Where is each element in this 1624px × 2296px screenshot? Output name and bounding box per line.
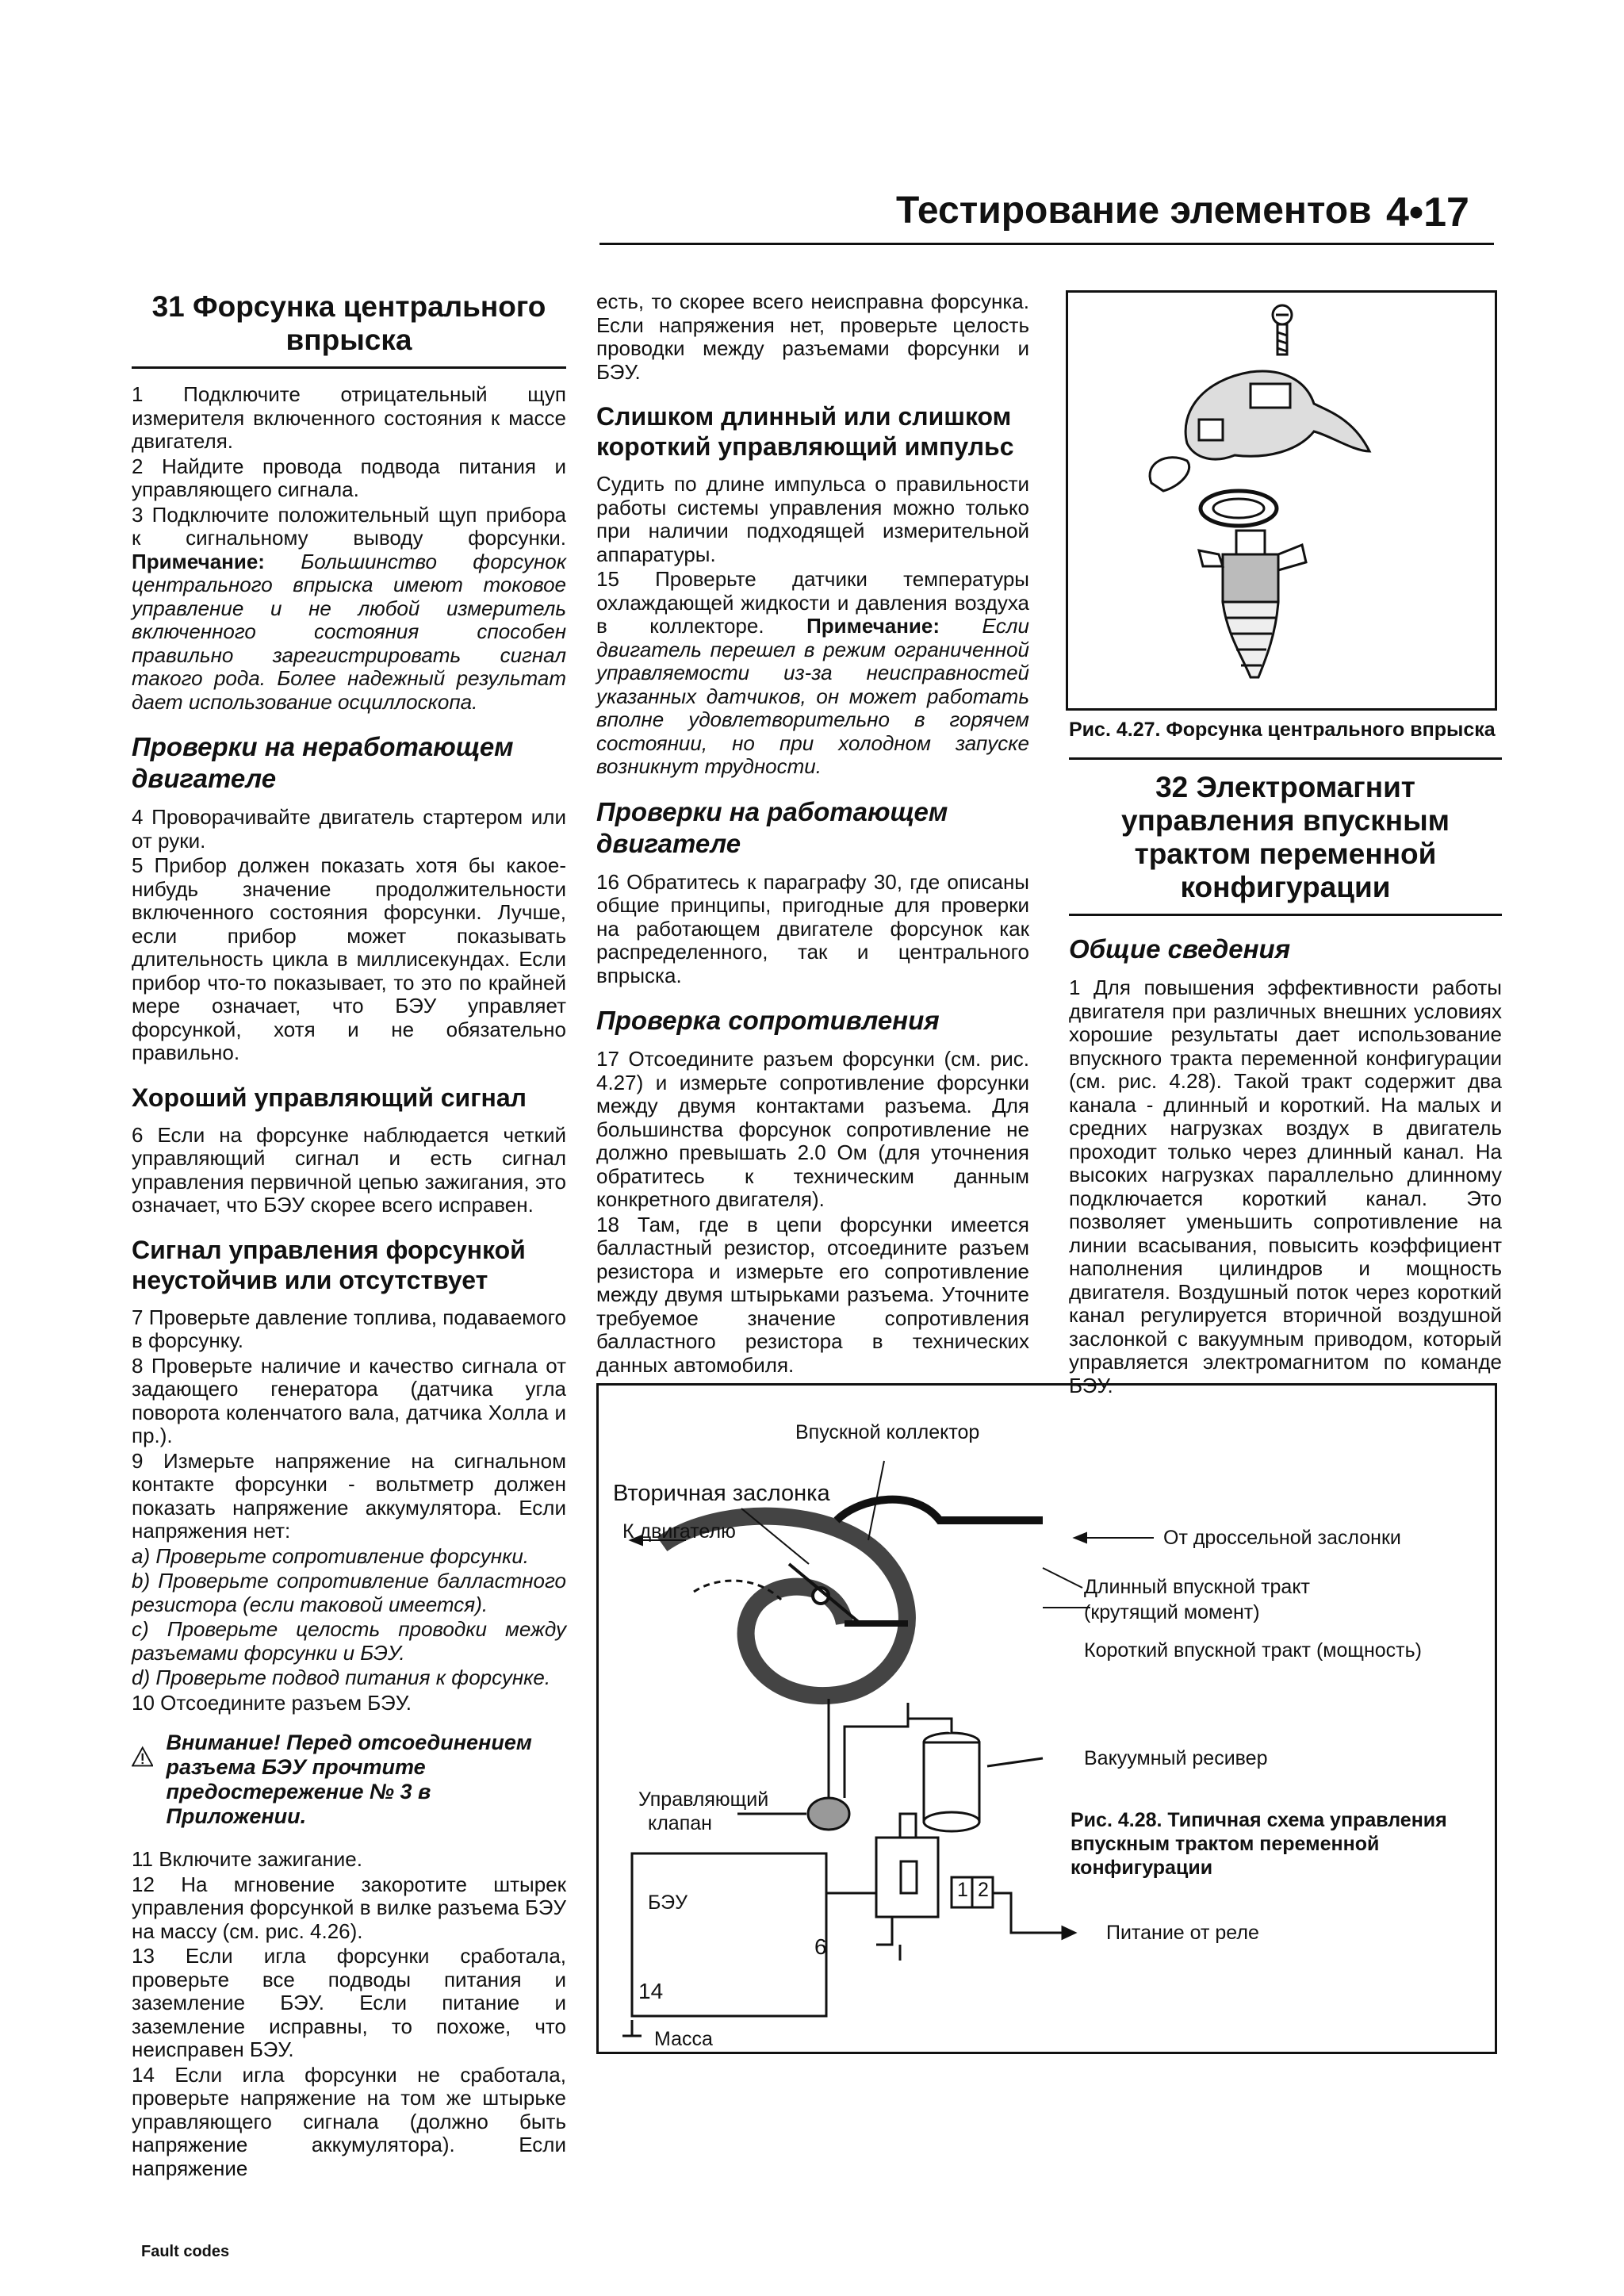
vacuum-receiver-shape [924, 1733, 1043, 1831]
label-pin-6: 6 [814, 1934, 827, 1959]
subheading-idle-engine: Проверки на неработающем двигателе [132, 732, 514, 793]
subheading-resistance: Проверка сопротивления [596, 1006, 940, 1035]
label-from-throttle: От дроссельной заслонки [1163, 1527, 1401, 1549]
subheading-good-signal: Хороший управляющий сигнал [132, 1083, 527, 1112]
list-item-a: a) Проверьте сопротивление форсунки. [132, 1543, 530, 1568]
paragraph-7: 7 Проверьте давление топлива, подаваемого в форсунку. [132, 1305, 566, 1352]
continued-paragraph: есть, то скорее всего неисправна форсунка. Если напряжения нет, проверьте целость проводки между разъемами форсунки и БЭУ. [596, 289, 1029, 384]
note-text: Большинство форсунок центрального впрыска имеют токовое управление и не любой измеритель включенного состояния способен правильно зарегистрировать сигнал такого рода. Более надежный результат дает использование осциллоскопа. [132, 549, 566, 714]
figure-4-27-box [1066, 290, 1497, 711]
label-control-valve: Управляющий [638, 1788, 769, 1811]
label-secondary-flap: Вторичная заслонка [613, 1481, 830, 1506]
ecu-box-shape [622, 1853, 876, 2036]
label-pin-1: 1 [957, 1879, 968, 1901]
paragraph-1: 1 Подключите отрицательный щуп измерителя включенного состояния к массе двигателя. [132, 382, 566, 453]
control-valve-shape [737, 1699, 952, 1961]
section-rule [1069, 914, 1502, 916]
paragraph-15 [596, 568, 1029, 779]
running-header-title: Тестирование элементов [896, 190, 1372, 232]
paragraph-9: 9 Измерьте напряжение на сигнальном контакте форсунки - вольтметр должен показать напряжение аккумулятора. Если напряжения нет: [132, 1448, 566, 1543]
label-relay-power: Питание от реле [1106, 1922, 1259, 1944]
paragraph-12: 12 На мгновение закоротите штырек управления форсункой в вилке разъема БЭУ на массу (см. рис. 4.26). [132, 1872, 566, 1943]
column-3 [1069, 771, 1502, 1399]
figure-4-28-caption: Рис. 4.28. Типичная схема управления впускным трактом переменной конфигурации [1071, 1809, 1447, 1879]
label-long-tract-torque: (крутящий момент) [1084, 1601, 1260, 1623]
section-32-heading: 32 Электромагнит управления впускным трактом переменной конфигурации [1120, 771, 1450, 903]
label-short-tract: Короткий впускной тракт (мощность) [1084, 1639, 1422, 1662]
column-2 [596, 290, 1029, 1378]
paragraph-2: 2 Найдите провода подвода питания и управляющего сигнала. [132, 454, 566, 501]
label-pin-14: 14 [638, 1979, 664, 2003]
label-ecu: БЭУ [648, 1892, 688, 1914]
warning-triangle-icon [132, 1731, 153, 1783]
column-1 [132, 290, 566, 2182]
page-number: 4•17 [1386, 190, 1469, 236]
screw-icon [1273, 305, 1292, 355]
note-label: Примечание: [806, 614, 940, 638]
paragraph-6: 6 Если на форсунке наблюдается четкий управляющий сигнал и есть сигнал управления первичной цепью зажигания, это означает, что БЭУ скорее всего исправен. [132, 1122, 566, 1217]
paragraph-10: 10 Отсоедините разъем БЭУ. [132, 1690, 412, 1715]
label-vacuum-receiver: Вакуумный ресивер [1084, 1747, 1268, 1769]
paragraph-13: 13 Если игла форсунки сработала, проверьте все подводы питания и заземление БЭУ. Если питание и заземление исправны, то похоже, что неисправен БЭУ. [132, 1944, 566, 2061]
label-pin-2: 2 [978, 1879, 989, 1901]
injector-illustration [1068, 293, 1495, 708]
paragraph-15-text: 15 Проверьте датчики температуры охлаждающей жидкости и давления воздуха в коллекторе. [596, 567, 1029, 638]
label-ground: Масса [654, 2028, 713, 2050]
paragraph-32-1: 1 Для повышения эффективности работы двигателя при различных внешних условиях хорошие результаты дает использование впускного тракта переменной конфигурации (см. рис. 4.28). Такой тракт содержит два канала - длинный и короткий. На малых и средних нагрузках воздух в двигатель проходит только через длинный канал. На высоких нагрузках параллельно длинному подключается короткий канал. Это позволяет уменьшить сопротивление на линии всасывания, повысить коэффициент наполнения цилиндров и мощность двигателя. Воздушный поток через короткий канал регулируется вторичной воздушной заслонкой с вакуумным приводом, который управляется электромагнитом по команде БЭУ. [1069, 976, 1502, 1397]
warning-box [132, 1731, 566, 1829]
o-ring-icon [1201, 491, 1277, 526]
header-rule [599, 243, 1494, 245]
paragraph-8: 8 Проверьте наличие и качество сигнала от задающего генератора (датчика угла поворота коленчатого вала, датчика Холла и пр.). [132, 1353, 566, 1447]
note-text: Если двигатель перешел в режим ограниченной управляемости из-за неисправностей указанных датчиков, он может работать вполне удовлетворительно в горячем состоянии, но при холодном запуске возникнут трудности. [596, 614, 1029, 778]
paragraph-14: 14 Если игла форсунки не сработала, проверьте напряжение на том же штырьке управляющего сигнала (должно быть напряжение аккумулятора). Если напряжение [132, 2062, 566, 2180]
list-item-b: b) Проверьте сопротивление балластного резистора (если таковой имеется). [132, 1569, 566, 1616]
footer-label: Fault codes [141, 2243, 230, 2260]
seal-icon [1150, 458, 1189, 491]
subheading-general: Общие сведения [1069, 934, 1291, 964]
label-control-valve-2: клапан [648, 1812, 712, 1834]
subheading-pulse: Слишком длинный или слишком короткий управляющий импульс [596, 402, 1014, 461]
injector-cap-icon [1185, 371, 1369, 459]
paragraph-pulse: Судить по длине импульса о правильности работы системы управления можно только при наличии подходящей измерительной аппаратуры. [596, 472, 1029, 566]
figure-4-28-box [596, 1383, 1497, 2054]
paragraph-5: 5 Прибор должен показать хотя бы какое-нибудь значение продолжительности включенного состояния форсунки. Лучше, если прибор может показывать длительность цикла в миллисекундах. Если прибор что-то показывает, то это по крайней мере означает, что БЭУ управляет форсункой, хотя и не обязательно правильно. [132, 853, 566, 1064]
label-manifold: Впускной коллектор [795, 1421, 980, 1443]
paragraph-3 [132, 504, 566, 715]
paragraph-16: 16 Обратитесь к параграфу 30, где описаны общие принципы, пригодные для проверки на работающем двигателе форсунок как распределенного, так и центрального впрыска. [596, 869, 1029, 987]
paragraph-17: 17 Отсоедините разъем форсунки (см. рис. 4.27) и измерьте сопротивление форсунки между двумя контактами разъема. Для большинства форсунок сопротивление не должно превышать 2.0 Ом (для уточнения обратитесь к техническим данным конкретного двигателя). [596, 1047, 1029, 1211]
paragraph-3-text: 3 Подключите положительный щуп прибора к сигнальному выводу форсунки. [132, 502, 566, 550]
subheading-bad-signal: Сигнал управления форсункой неустойчив или отсутствует [132, 1235, 526, 1294]
injector-body-icon [1199, 531, 1306, 677]
figure-4-27-caption: Рис. 4.27. Форсунка центрального впрыска [1069, 719, 1496, 741]
list-item-d: d) Проверьте подвод питания к форсунке. [132, 1665, 551, 1689]
list-item-c: c) Проверьте целость проводки между разъемами форсунки и БЭУ. [132, 1617, 566, 1665]
section-rule [1069, 757, 1502, 760]
subheading-running-engine: Проверки на работающем двигателе [596, 796, 948, 858]
section-rule [132, 366, 566, 369]
label-to-engine: К двигателю [622, 1520, 736, 1543]
paragraph-4: 4 Проворачивайте двигатель стартером или от руки. [132, 805, 566, 853]
paragraph-18: 18 Там, где в цепи форсунки имеется балластный резистор, отсоедините разъем резистора и измерьте его сопротивление между двумя штырьками разъема. Уточните требуемое значение сопротивления балластного резистора в технических данных автомобиля. [596, 1212, 1029, 1377]
section-31-heading: 31 Форсунка центрального впрыска [151, 290, 546, 356]
note-label: Примечание: [132, 549, 265, 573]
label-long-tract: Длинный впускной тракт [1084, 1576, 1310, 1598]
warning-text: Внимание! Перед отсоединением разъема БЭУ прочтите предостережение № 3 в Приложении. [166, 1731, 532, 1828]
paragraph-11: 11 Включите зажигание. [132, 1847, 362, 1871]
